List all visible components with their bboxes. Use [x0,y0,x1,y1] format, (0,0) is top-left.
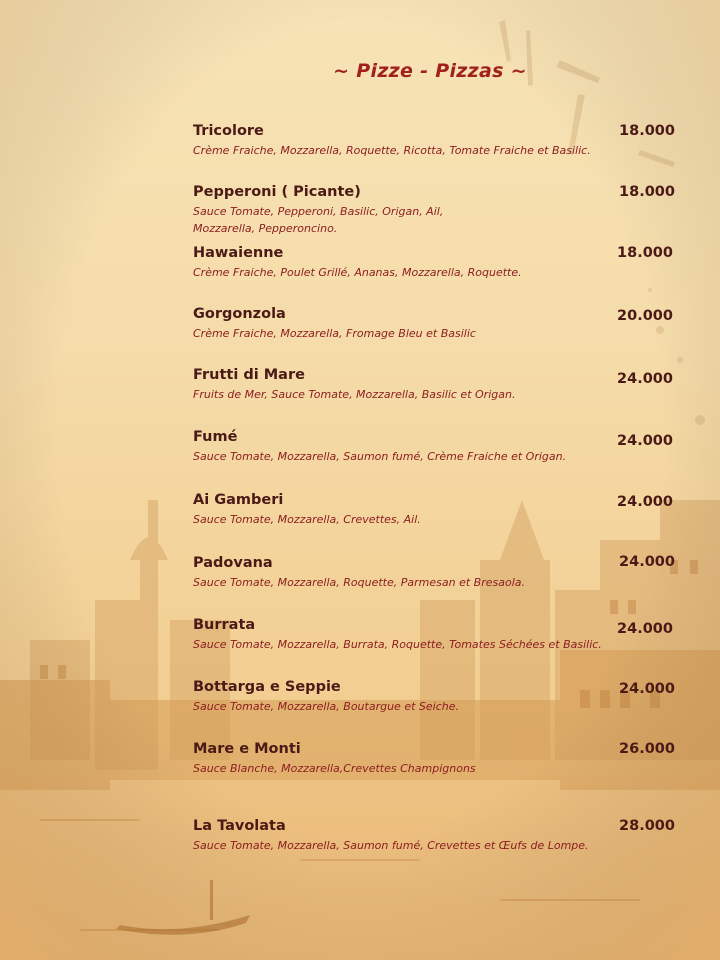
item-name: Gorgonzola [193,306,286,322]
item-name: Pepperoni ( Picante) [193,184,361,200]
item-price: 28.000 [619,818,675,834]
item-description: Sauce Tomate, Mozzarella, Roquette, Parmesan et Bresaola. [193,576,525,589]
item-price: 24.000 [617,433,673,449]
item-price: 24.000 [619,681,675,697]
item-description: Crème Fraiche, Mozzarella, Roquette, Ricotta, Tomate Fraiche et Basilic. [193,144,591,157]
item-description: Sauce Tomate, Pepperoni, Basilic, Origan, Ail, Mozzarella, Pepperoncino. [193,205,444,235]
item-price: 18.000 [619,184,675,200]
item-name: La Tavolata [193,818,286,834]
item-name: Hawaienne [193,245,284,261]
item-name: Padovana [193,555,273,571]
item-name: Bottarga e Seppie [193,679,341,695]
item-description: Sauce Tomate, Mozzarella, Boutargue et Seiche. [193,700,459,713]
item-name: Ai Gamberi [193,492,284,508]
item-name: Burrata [193,617,256,633]
page-title: ~ Pizze - Pizzas ~ [333,60,527,82]
item-price: 24.000 [617,494,673,510]
item-name: Fumé [193,429,238,445]
item-price: 24.000 [619,554,675,570]
item-description: Crème Fraiche, Poulet Grillé, Ananas, Mozzarella, Roquette. [193,266,522,279]
item-description: Sauce Tomate, Mozzarella, Crevettes, Ail. [193,513,421,526]
item-description: Sauce Blanche, Mozzarella,Crevettes Champignons [193,762,476,775]
item-price: 24.000 [617,371,673,387]
item-description: Sauce Tomate, Mozzarella, Saumon fumé, Crème Fraiche et Origan. [193,450,567,463]
item-description: Sauce Tomate, Mozzarella, Saumon fumé, Crevettes et Œufs de Lompe. [193,839,589,852]
item-price: 18.000 [619,123,675,139]
item-price: 18.000 [617,245,673,261]
item-description: Crème Fraiche, Mozzarella, Fromage Bleu et Basilic [193,327,476,340]
item-name: Frutti di Mare [193,367,305,383]
item-price: 20.000 [617,308,673,324]
item-name: Mare e Monti [193,741,301,757]
item-price: 24.000 [617,621,673,637]
item-price: 26.000 [619,741,675,757]
item-description: Fruits de Mer, Sauce Tomate, Mozzarella, Basilic et Origan. [193,388,516,401]
item-name: Tricolore [193,123,264,139]
item-description: Sauce Tomate, Mozzarella, Burrata, Roquette, Tomates Séchées et Basilic. [193,638,602,651]
